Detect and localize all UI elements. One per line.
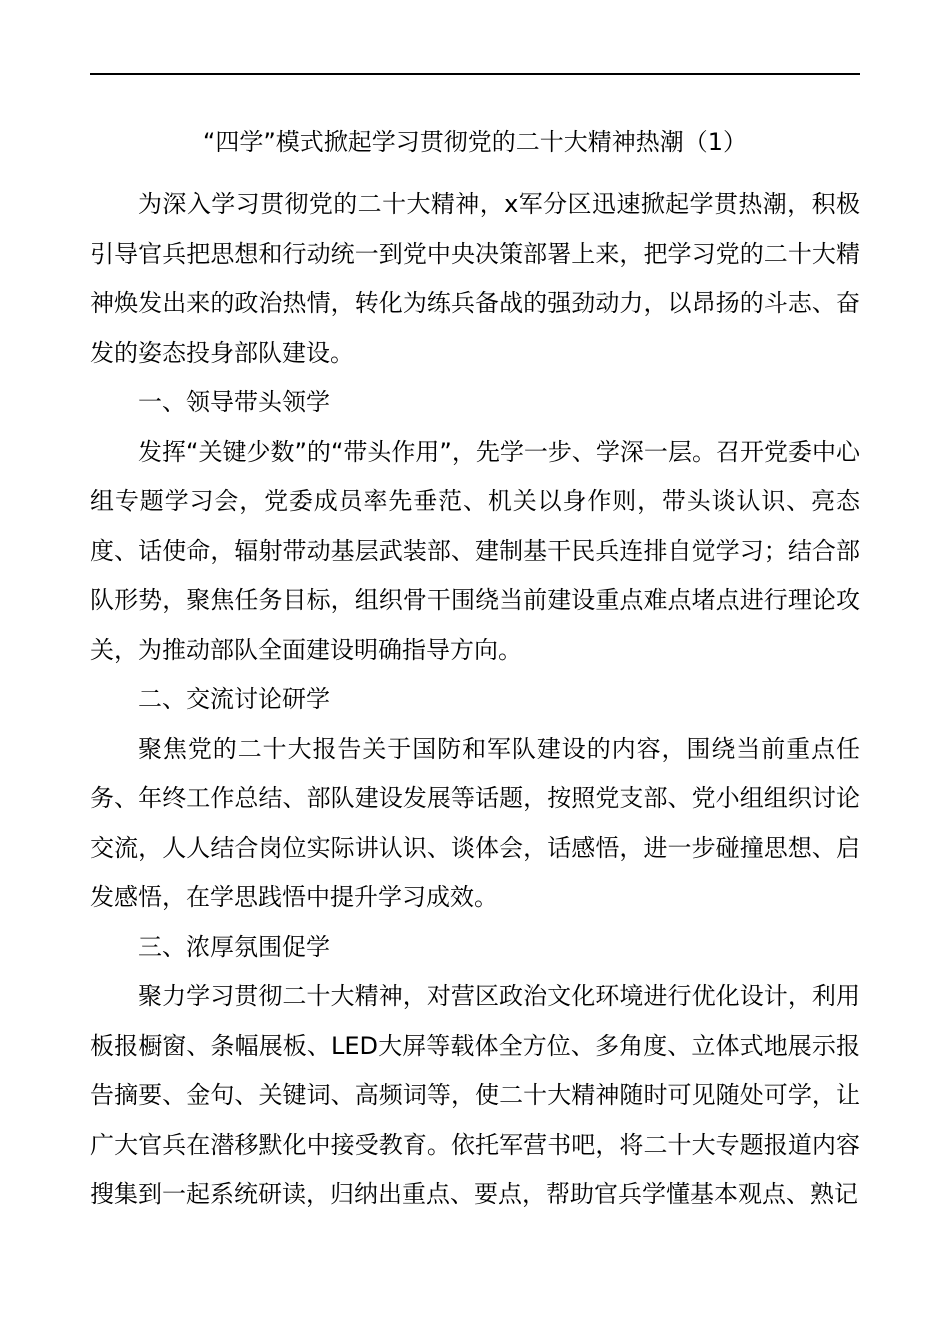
section-heading-1: 一、领导带头领学 (138, 388, 330, 416)
section-heading-3: 三、浓厚氛围促学 (138, 932, 330, 961)
section-heading-2: 二、交流讨论研学 (138, 685, 330, 713)
section-body-2: 聚焦党的二十大报告关于国防和军队建设的内容，围绕当前重点任务、年终工作总结、部队建设发展等话题，按照党支部、党小组组织讨论交流，人人结合岗位实际讲认识、谈体会，话感悟，进一步碰撞思想、启发感悟，在学思践悟中提升学习成效。 (90, 734, 860, 911)
document-body (90, 180, 860, 1220)
document-title: “四学”模式掀起学习贯彻党的二十大精神热潮（1） (202, 128, 748, 156)
section-body-1: 发挥“关键少数”的“带头作用”，先学一步、学深一层。召开党委中心组专题学习会，党委成员率先垂范、机关以身作则，带头谈认识、亮态度、话使命，辐射带动基层武装部、建制基干民兵连排自觉学习；结合部队形势，聚焦任务目标，组织骨干围绕当前建设重点难点堵点进行理论攻关，为推动部队全面建设明确指导方向。 (90, 437, 860, 664)
header-rule (90, 73, 860, 75)
intro-paragraph: 为深入学习贯彻党的二十大精神，x军分区迅速掀起学贯热潮，积极引导官兵把思想和行动统一到党中央决策部署上来，把学习党的二十大精神焕发出来的政治热情，转化为练兵备战的强劲动力，以昂扬的斗志、奋发的姿态投身部队建设。 (90, 190, 860, 367)
section-body-3: 聚力学习贯彻二十大精神，对营区政治文化环境进行优化设计，利用板报橱窗、条幅展板、LED大屏等载体全方位、多角度、立体式地展示报告摘要、金句、关键词、高频词等，使二十大精神随时可见随处可学，让广大官兵在潜移默化中接受教育。依托军营书吧，将二十大专题报道内容搜集到一起系统研读，归纳出重点、要点，帮助官兵学懂基本观点、熟记 (90, 982, 860, 1208)
